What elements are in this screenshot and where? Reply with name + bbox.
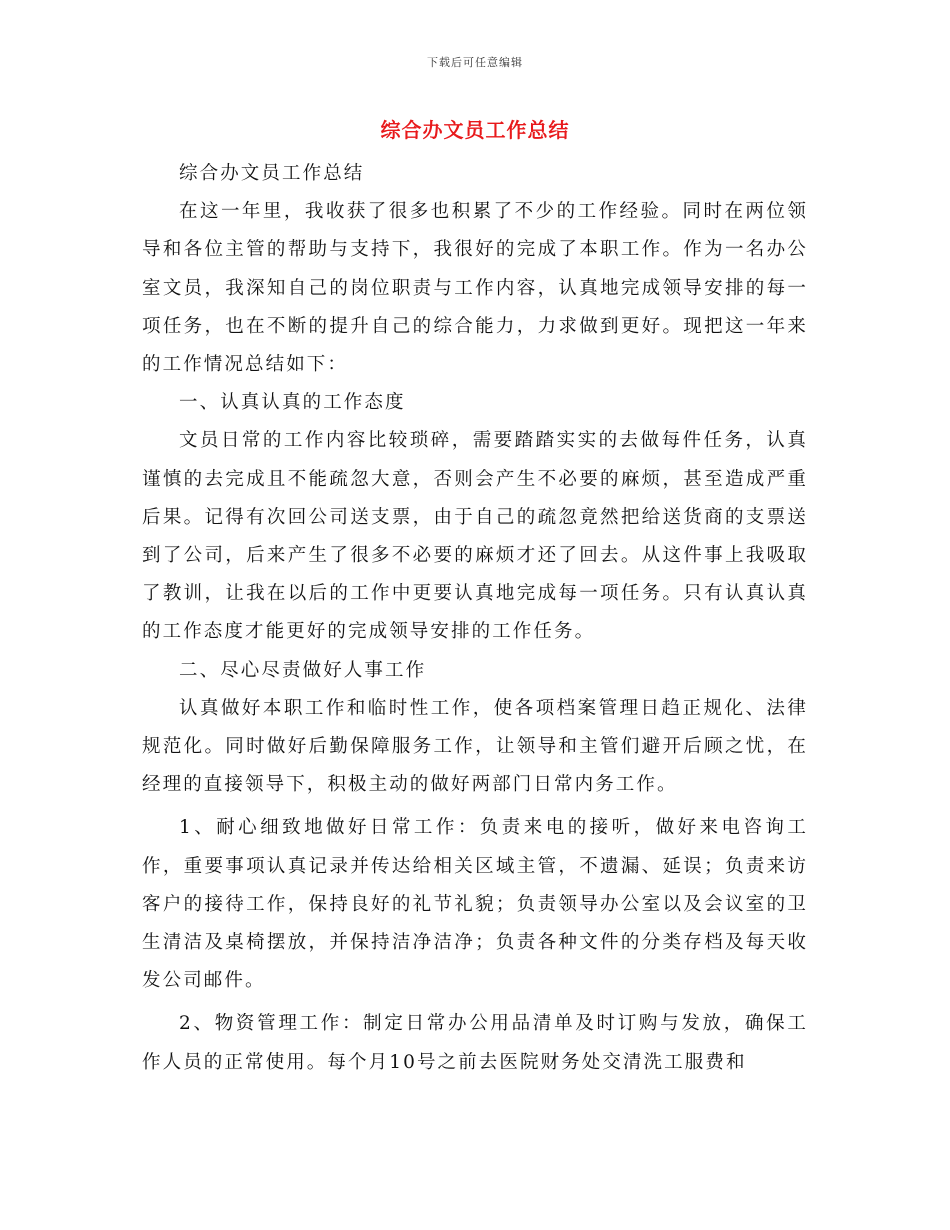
paragraph-intro: 在这一年里，我收获了很多也积累了不少的工作经验。同时在两位领导和各位主管的帮助与支持下，我很好的完成了本职工作。作为一名办公室文员，我深知自己的岗位职责与工作内容，认真地完成领导安排的每一项任务，也在不断的提升自己的综合能力，力求做到更好。现把这一年来的工作情况总结如下： <box>142 201 808 376</box>
document-body <box>142 155 808 1082</box>
paragraph-personnel: 认真做好本职工作和临时性工作，使各项档案管理日趋正规化、法律规范化。同时做好后勤保障服务工作，让领导和主管们避开后顾之忧，在经理的直接领导下，积极主动的做好两部门日常内务工作。 <box>142 697 808 796</box>
page-header-note: 下载后可任意编辑 <box>427 56 523 69</box>
section-heading-2: 二、尽心尽责做好人事工作 <box>179 659 427 681</box>
paragraph-item-2: 2、物资管理工作：制定日常办公用品清单及时订购与发放，确保工作人员的正常使用。每个月10号之前去医院财务处交清洗工服费和 <box>142 1013 808 1073</box>
document-title: 综合办文员工作总结 <box>380 118 570 142</box>
paragraph-item-1: 1、耐心细致地做好日常工作：负责来电的接听，做好来电咨询工作，重要事项认真记录并传达给相关区域主管，不遗漏、延误；负责来访客户的接待工作，保持良好的礼节礼貌；负责领导办公室以及会议室的卫生清洁及桌椅摆放，并保持洁净洁净；负责各种文件的分类存档及每天收发公司邮件。 <box>142 817 808 992</box>
paragraph-subtitle: 综合办文员工作总结 <box>179 163 365 184</box>
paragraph-attitude: 文员日常的工作内容比较琐碎，需要踏踏实实的去做每件任务，认真谨慎的去完成且不能疏忽大意，否则会产生不必要的麻烦，甚至造成严重后果。记得有次回公司送支票，由于自己的疏忽竟然把给送货商的支票送到了公司，后来产生了很多不必要的麻烦才还了回去。从这件事上我吸取了教训，让我在以后的工作中更要认真地完成每一项任务。只有认真认真的工作态度才能更好的完成领导安排的工作任务。 <box>142 430 808 643</box>
section-heading-1: 一、认真认真的工作态度 <box>179 392 406 414</box>
